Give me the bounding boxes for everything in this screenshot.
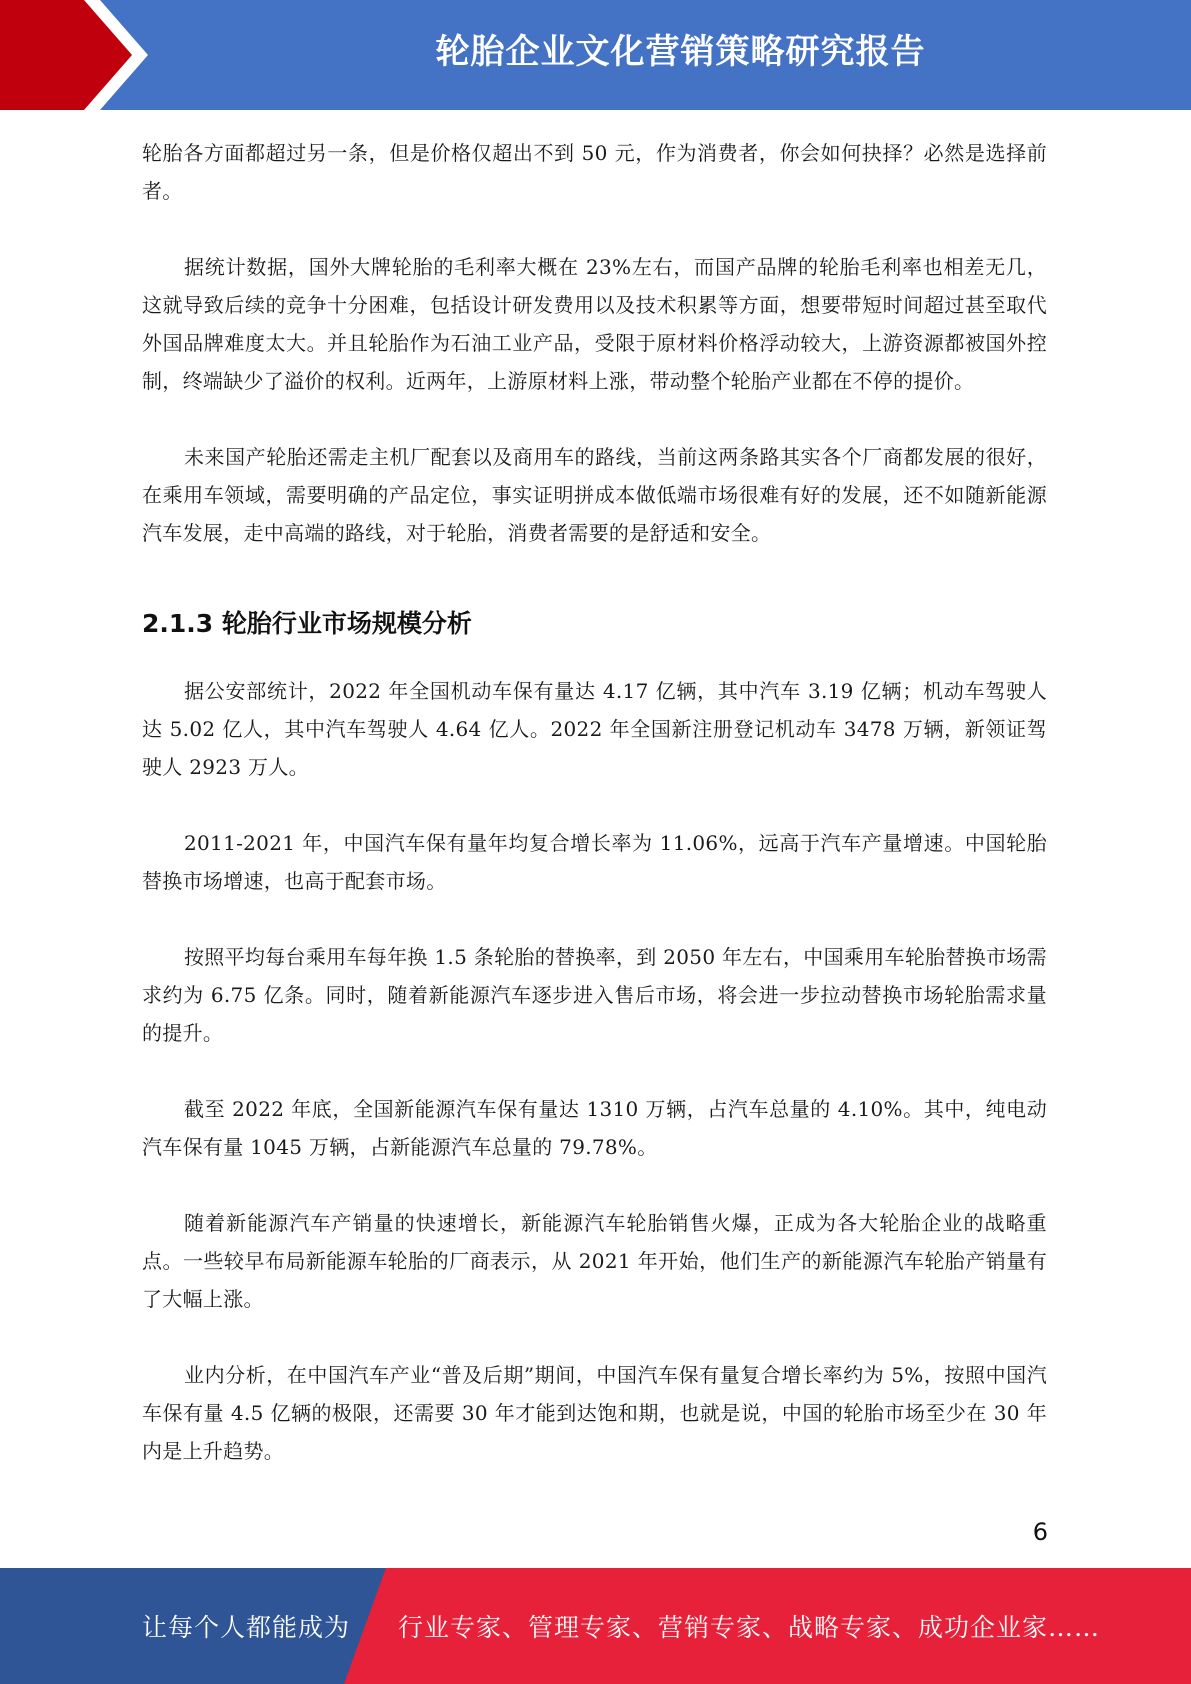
paragraph: 随着新能源汽车产销量的快速增长，新能源汽车轮胎销售火爆，正成为各大轮胎企业的战略重点。一些较早布局新能源车轮胎的厂商表示，从 2021 年开始，他们生产的新能源汽车轮胎产销量有了大幅上涨。 xyxy=(142,1211,1047,1311)
page-footer xyxy=(0,1568,1191,1684)
section-heading: 2.1.3 轮胎行业市场规模分析 xyxy=(142,609,472,638)
page-number: 6 xyxy=(1032,1518,1048,1546)
document-body xyxy=(142,134,1047,1470)
report-title: 轮胎企业文化营销策略研究报告 xyxy=(435,32,926,72)
paragraph: 轮胎各方面都超过另一条，但是价格仅超出不到 50 元，作为消费者，你会如何抉择？必然是选择前者。 xyxy=(142,141,1047,203)
paragraph: 截至 2022 年底，全国新能源汽车保有量达 1310 万辆，占汽车总量的 4.10%。其中，纯电动汽车保有量 1045 万辆，占新能源汽车总量的 79.78%。 xyxy=(142,1097,1047,1159)
paragraph: 据公安部统计，2022 年全国机动车保有量达 4.17 亿辆，其中汽车 3.19 亿辆；机动车驾驶人达 5.02 亿人，其中汽车驾驶人 4.64 亿人。2022 年全国新注册登记机动车 3478 万辆，新领证驾驶人 2923 万人。 xyxy=(142,679,1047,779)
paragraph: 据统计数据，国外大牌轮胎的毛利率大概在 23%左右，而国产品牌的轮胎毛利率也相差无几，这就导致后续的竞争十分困难，包括设计研发费用以及技术积累等方面，想要带短时间超过甚至取代外国品牌难度太大。并且轮胎作为石油工业产品，受限于原材料价格浮动较大，上游资源都被国外控制，终端缺少了溢价的权利。近两年，上游原材料上涨，带动整个轮胎产业都在不停的提价。 xyxy=(142,255,1047,393)
page-header xyxy=(0,0,1191,110)
footer-slogan-right: 行业专家、管理专家、营销专家、战略专家、成功企业家…… xyxy=(398,1613,1101,1642)
footer-slogan-left: 让每个人都能成为 xyxy=(142,1613,351,1642)
paragraph: 按照平均每台乘用车每年换 1.5 条轮胎的替换率，到 2050 年左右，中国乘用车轮胎替换市场需求约为 6.75 亿条。同时，随着新能源汽车逐步进入售后市场，将会进一步拉动替换市场轮胎需求量的提升。 xyxy=(142,945,1047,1045)
paragraph: 业内分析，在中国汽车产业“普及后期”期间，中国汽车保有量复合增长率约为 5%，按照中国汽车保有量 4.5 亿辆的极限，还需要 30 年才能到达饱和期，也就是说，中国的轮胎市场至少在 30 年内是上升趋势。 xyxy=(142,1363,1047,1463)
paragraph: 未来国产轮胎还需走主机厂配套以及商用车的路线，当前这两条路其实各个厂商都发展的很好，在乘用车领域，需要明确的产品定位，事实证明拼成本做低端市场很难有好的发展，还不如随新能源汽车发展，走中高端的路线，对于轮胎，消费者需要的是舒适和安全。 xyxy=(142,445,1047,545)
paragraph: 2011-2021 年，中国汽车保有量年均复合增长率为 11.06%，远高于汽车产量增速。中国轮胎替换市场增速，也高于配套市场。 xyxy=(142,831,1047,893)
